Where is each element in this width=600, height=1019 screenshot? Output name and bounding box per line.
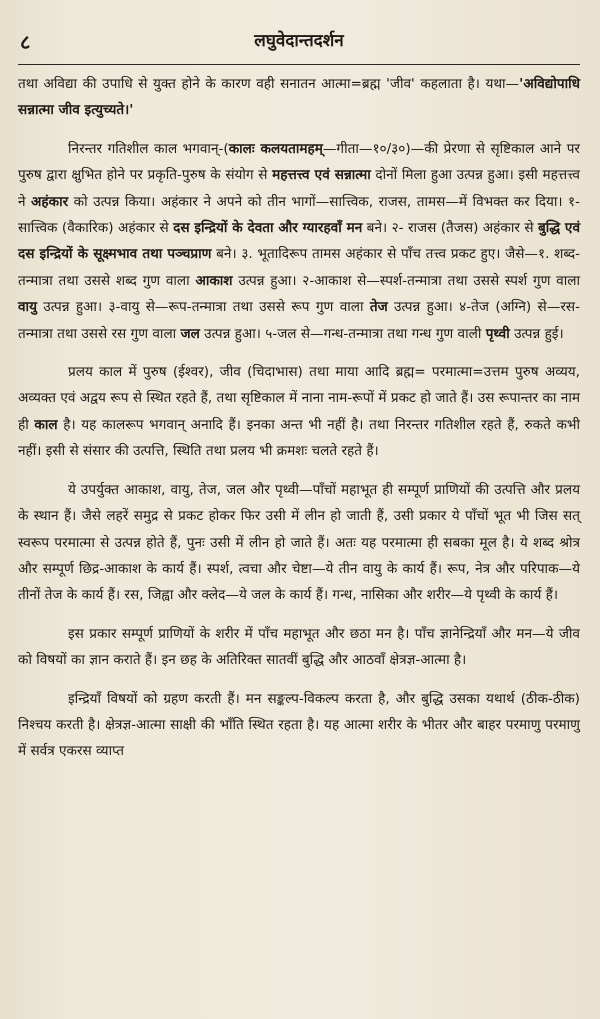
bold-term: जल xyxy=(180,325,200,342)
bold-term: अहंकार xyxy=(31,193,69,210)
paragraph-4 xyxy=(18,477,580,609)
bold-term: बुद्धि एवं दस इन्द्रियों के सूक्ष्मभाव तथा पञ्चप्राण xyxy=(18,220,581,263)
bold-term: पृथ्वी xyxy=(485,325,510,342)
running-title: लघुवेदान्तदर्शन xyxy=(254,31,344,51)
page-header xyxy=(18,28,580,65)
text-run: बने। २- राजस (तैजस) अहंकार से xyxy=(362,220,538,237)
text-run: उत्पन्न हुआ। ४-तेज (अग्नि) से—रस-तन्मात्रा तथा उससे रस गुण वाला xyxy=(18,299,580,342)
bold-term: तेज xyxy=(369,299,388,316)
bold-term: दस इन्द्रियों के देवता और ग्यारहवाँ मन xyxy=(173,220,363,237)
text-run: तथा अविद्या की उपाधि से युक्त होने के कारण वही सनातन आत्मा=ब्रह्म 'जीव' कहलाता है। यथा— xyxy=(18,76,520,92)
page-number: ८ xyxy=(20,30,31,54)
text-run: उत्पन्न हुई। xyxy=(509,325,564,342)
text-run: को उत्पन्न किया। अहंकार ने अपने को तीन भागों—सात्त्विक, राजस, तामस—में विभक्त कर दिया। १-सात्त्विक (वैकारिक) अहंकार से xyxy=(18,193,580,237)
bold-term: महत्तत्त्व एवं सन्नात्मा xyxy=(272,167,371,184)
paragraph-5 xyxy=(18,621,580,674)
text-run: ये उपर्युक्त आकाश, वायु, तेज, जल और पृथ्वी—पाँचों महाभूत ही सम्पूर्ण प्राणियों की उत्पत्ति और प्रलय के स्थान हैं। जैसे लहरें समुद्र से प्रकट होकर फिर उसी में लीन हो जाती हैं, उसी प्रकार ये पाँचों भूत भी जिस सत् स्वरूप परमात्मा से उत्पन्न होते हैं, पुनः उसी में लीन हो जाते हैं। अतः यह परमात्मा ही सबका मूल है। ये शब्द श्रोत्र और सम्पूर्ण छिद्र-आकाश के कार्य हैं। स्पर्श, त्वचा और चेष्टा—ये तीन वायु के कार्य हैं। रूप, नेत्र और परिपाक—ये तीनों तेज के कार्य हैं। रस, जिह्वा और क्लेद—ये जल के कार्य हैं। गन्ध, नासिका और शरीर—ये पृथ्वी के कार्य हैं। xyxy=(18,481,580,604)
text-run: —गीता—१०/३०)—की प्रेरणा से सृष्टिकाल आने पर पुरुष द्वारा क्षुभित होने पर प्रकृति-पुरुष के संयोग से xyxy=(18,140,580,184)
text-run: उत्पन्न हुआ। ५-जल से—गन्ध-तन्मात्रा तथा गन्ध गुण वाली xyxy=(199,325,486,342)
paragraph-1 xyxy=(18,71,580,124)
text-run: इन्द्रियाँ विषयों को ग्रहण करती हैं। मन सङ्कल्प-विकल्प करता है, और बुद्धि उसका यथार्थ (ठीक-ठीक) निश्चय करती है। क्षेत्रज्ञ-आत्मा साक्षी की भाँति स्थित रहता है। यह आत्मा शरीर के भीतर और बाहर परमाणु परमाणु में सर्वत्र एकरस व्याप्त xyxy=(18,690,580,760)
text-run: निरन्तर गतिशील काल भगवान्-( xyxy=(68,140,229,157)
text-run: उत्पन्न हुआ। ३-वायु से—रूप-तन्मात्रा तथा उससे रूप गुण वाला xyxy=(36,299,370,316)
bold-term: काल xyxy=(34,416,58,433)
text-run: दोनों मिला हुआ उत्पन्न हुआ। इसी महत्तत्त्व ने xyxy=(18,167,580,210)
text-run: इस प्रकार सम्पूर्ण प्राणियों के शरीर में पाँच महाभूत और छठा मन है। पाँच ज्ञानेन्द्रियाँ और मन—ये जीव को विषयों का ज्ञान कराते हैं। इन छह के अतिरिक्त सातवीं बुद्धि और आठवाँ क्षेत्रज्ञ-आत्मा है। xyxy=(18,625,580,669)
text-run: प्रलय काल में पुरुष (ईश्वर), जीव (चिदाभास) तथा माया आदि ब्रह्म= परमात्मा=उत्तम पुरुष अव्यय, अव्यक्त एवं अद्वय रूप से स्थित रहते हैं, तथा सृष्टिकाल में नाना नाम-रूपों में प्रकट हो जाते हैं। उस रूपान्तर का नाम ही xyxy=(18,364,580,433)
paragraph-6 xyxy=(18,686,580,765)
text-run: है। यह कालरूप भगवान् अनादि हैं। इनका अन्त भी नहीं है। तथा निरन्तर गतिशील रहते हैं, रुकते कभी नहीं। इसी से संसार की उत्पत्ति, स्थिति तथा प्रलय भी क्रमशः चलते रहते हैं। xyxy=(18,416,580,460)
gita-quote: कालः कलयतामहम् xyxy=(228,140,323,157)
paragraph-3 xyxy=(18,359,580,465)
bold-term: आकाश xyxy=(195,272,233,289)
sanskrit-quote: 'अविद्योपाधि सन्नात्मा जीव इत्युच्यते।' xyxy=(18,76,580,119)
paragraph-2 xyxy=(18,136,580,347)
text-run: उत्पन्न हुआ। २-आकाश से—स्पर्श-तन्मात्रा तथा उससे स्पर्श गुण वाला xyxy=(232,272,580,289)
text-run: बने। ३. भूतादिरूप तामस अहंकार से पाँच तत्त्व प्रकट हुए। जैसे—१. शब्द-तन्मात्रा तथा उससे शब्द गुण वाला xyxy=(18,246,581,289)
bold-term: वायु xyxy=(18,299,37,316)
body-text xyxy=(18,71,580,765)
